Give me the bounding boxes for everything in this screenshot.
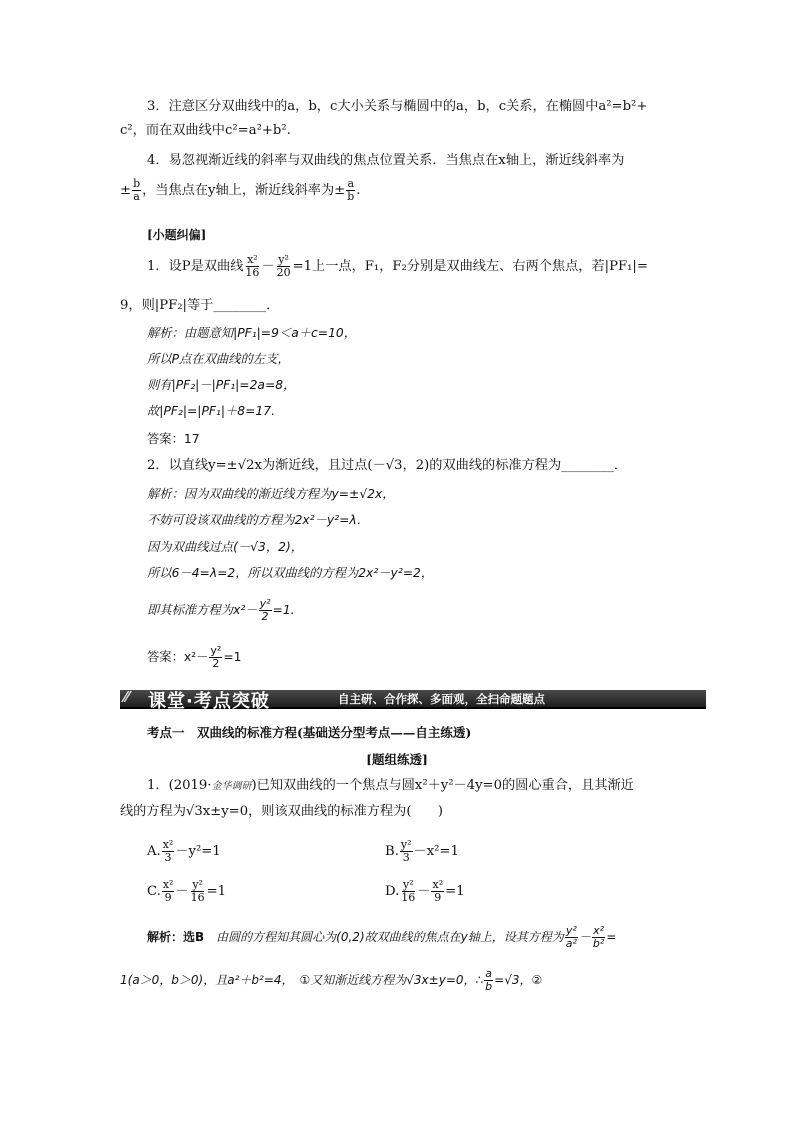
q3-line1 bbox=[147, 777, 634, 796]
frac-num: b bbox=[133, 177, 141, 190]
option-frac bbox=[400, 839, 413, 864]
note4-end: . bbox=[356, 183, 361, 198]
frac-den: 16 bbox=[190, 891, 205, 904]
option-rest: －x²=1 bbox=[413, 844, 459, 859]
frac-den: a bbox=[133, 190, 140, 203]
frac-den: 2 bbox=[212, 657, 220, 670]
banner-slash-icon: ⁄⁄ bbox=[124, 688, 130, 706]
note4-line1: 4．易忽视渐近线的斜率与双曲线的焦点位置关系．当焦点在x轴上，渐近线斜率为 bbox=[147, 153, 625, 168]
frac-den: 16 bbox=[245, 266, 260, 279]
p2-solution-5 bbox=[147, 598, 295, 623]
p2-ans-post: =1 bbox=[223, 650, 242, 664]
option-label: A. bbox=[147, 844, 161, 859]
frac-den: b bbox=[347, 190, 355, 203]
option-rest: =1 bbox=[206, 884, 227, 899]
tizu-heading: [题组练透] bbox=[366, 752, 428, 767]
option-label: D. bbox=[385, 884, 400, 899]
p2-s5-pre: 即其标准方程为x²－ bbox=[147, 603, 258, 617]
p1-q-pre: 1．设P是双曲线 bbox=[147, 259, 244, 274]
option-d[interactable]: D. $\frac{\text{y²}}{16}$ － $\frac{\text{x²}}{9}$ =1 bbox=[385, 878, 465, 904]
p1-solution-4: 故|PF₂|=|PF₁|＋8=17. bbox=[147, 404, 275, 418]
note4-mid: ，当焦点在y轴上，渐近线斜率为± bbox=[142, 183, 346, 198]
option-b[interactable] bbox=[385, 839, 459, 864]
section-banner bbox=[120, 688, 706, 712]
frac-den: b bbox=[485, 980, 493, 993]
banner-subtitle: 自主研、合作探、多面观，全扫命题题点 bbox=[338, 692, 545, 706]
frac-num: x² bbox=[162, 838, 174, 851]
p2-s5-post: =1. bbox=[272, 603, 295, 617]
q3-sol2-pre: 1(a＞0，b＞0)，且a²＋b²=4， ①又知渐近线方程为√3x±y=0，∴ bbox=[120, 973, 484, 987]
p1-q-post: =1上一点，F₁，F₂分别是双曲线左、右两个焦点，若|PF₁|= bbox=[292, 259, 648, 274]
frac-num: a bbox=[485, 967, 493, 980]
frac-den: 3 bbox=[402, 851, 410, 864]
p2-ans-pre: 答案：x²－ bbox=[147, 650, 209, 664]
p1-question-line1 bbox=[147, 254, 648, 279]
note4-pm: ± bbox=[120, 183, 132, 198]
frac-den: 2 bbox=[261, 610, 269, 623]
frac-den: a² bbox=[565, 937, 577, 950]
frac-num: y² bbox=[192, 878, 203, 891]
option-a[interactable] bbox=[147, 839, 221, 864]
p2-ans-frac bbox=[209, 645, 222, 670]
q3-sol-eq: = bbox=[606, 930, 617, 944]
p2-solution-2: 不妨可设该双曲线的方程为2x²－y²=λ． bbox=[147, 513, 369, 527]
option-label: C. bbox=[147, 884, 161, 899]
frac-den: 16 bbox=[401, 891, 416, 904]
option-frac bbox=[162, 839, 175, 864]
frac-num: y² bbox=[210, 644, 222, 657]
slope-fraction-b-a bbox=[132, 178, 141, 203]
p2-answer bbox=[147, 645, 241, 670]
frac-num: y² bbox=[402, 878, 414, 891]
frac-num: x² bbox=[247, 253, 258, 266]
option-rest: =1 bbox=[445, 884, 465, 899]
note3-line2: c²，而在双曲线中c²=a²+b². bbox=[120, 123, 291, 138]
q3-solution-line2 bbox=[120, 968, 542, 993]
q3-sol2-post: =√3，② bbox=[494, 973, 543, 987]
p1-answer: 答案：17 bbox=[147, 432, 200, 446]
q3-source-stamp: 金华调研 bbox=[211, 781, 252, 792]
p1-frac-y2-20 bbox=[276, 254, 292, 279]
frac-den: 9 bbox=[164, 891, 172, 904]
p2-solution-3: 因为双曲线过点(－√3，2)， bbox=[147, 540, 304, 554]
p2-solution-4: 所以6－4=λ=2，所以双曲线的方程为2x²－y²=2， bbox=[147, 566, 434, 580]
q3-post: )已知双曲线的一个焦点与圆x²＋y²－4y=0的圆心重合，且其渐近 bbox=[251, 778, 634, 793]
frac-den: b² bbox=[592, 937, 605, 950]
kaodian-heading: 考点一 双曲线的标准方程(基础送分型考点——自主练透) bbox=[147, 725, 472, 740]
q3-sol-frac-y2-a2 bbox=[565, 925, 578, 950]
option-c[interactable]: C. $\frac{\text{x²}}{9}$ － $\frac{\text{y²}}{16}$ =1 bbox=[147, 878, 227, 904]
frac-num: x² bbox=[432, 878, 444, 891]
q3-line2: 线的方程为√3x±y=0，则该双曲线的标准方程为( ) bbox=[120, 804, 444, 819]
frac-num: y² bbox=[259, 597, 271, 610]
slope-fraction-a-b bbox=[346, 178, 355, 203]
q3-sol-text: 由圆的方程知其圆心为(0,2)故双曲线的焦点在y轴上，设其方程为 bbox=[216, 930, 564, 944]
frac-den: 3 bbox=[164, 851, 172, 864]
frac-num: x² bbox=[162, 878, 174, 891]
frac-num: x² bbox=[593, 924, 605, 937]
q3-pre: 1．(2019· bbox=[147, 778, 212, 793]
q3-solution-line1 bbox=[147, 925, 616, 950]
p2-frac-y2-2 bbox=[259, 598, 272, 623]
p1-minus: － bbox=[261, 259, 275, 274]
option-label: B. bbox=[385, 844, 399, 859]
option-frac-1 bbox=[400, 879, 416, 904]
p1-solution-1: 解析：由题意知|PF₁|=9＜a＋c=10， bbox=[147, 326, 357, 340]
q3-sol-frac-x2-b2 bbox=[592, 925, 605, 950]
frac-num: a bbox=[347, 177, 355, 190]
frac-den: 9 bbox=[434, 891, 442, 904]
option-rest: －y²=1 bbox=[175, 844, 221, 859]
q3-sol-label: 解析：选B bbox=[147, 930, 205, 944]
option-frac-1 bbox=[162, 879, 175, 904]
option-frac-2 bbox=[431, 879, 444, 904]
p1-question-line2: 9，则|PF₂|等于________． bbox=[120, 298, 280, 313]
p1-solution-2: 所以P点在双曲线的左支， bbox=[147, 352, 290, 366]
option-frac-2 bbox=[190, 879, 206, 904]
p1-frac-x2-16 bbox=[244, 254, 260, 279]
section-small-heading: [小题纠偏] bbox=[147, 228, 207, 242]
frac-num: y² bbox=[565, 924, 577, 937]
frac-den: 20 bbox=[276, 266, 291, 279]
q3-sol-minus: － bbox=[578, 930, 591, 944]
banner-title: 课堂·考点突破 bbox=[148, 691, 270, 712]
p2-solution-1: 解析：因为双曲线的渐近线方程为y=±√2x， bbox=[147, 487, 395, 501]
note4-line2 bbox=[120, 178, 360, 203]
frac-num: y² bbox=[278, 253, 289, 266]
note3-line1: 3．注意区分双曲线中的a，b，c大小关系与椭圆中的a，b，c关系，在椭圆中a²=b²+ bbox=[147, 99, 648, 114]
q3-sol-frac-a-b bbox=[484, 968, 493, 993]
frac-num: y² bbox=[400, 838, 412, 851]
p1-solution-3: 则有|PF₂|－|PF₁|=2a=8， bbox=[147, 378, 296, 392]
p2-question: 2．以直线y=±√2x为渐近线，且过点(－√3，2)的双曲线的标准方程为________． bbox=[147, 458, 628, 473]
